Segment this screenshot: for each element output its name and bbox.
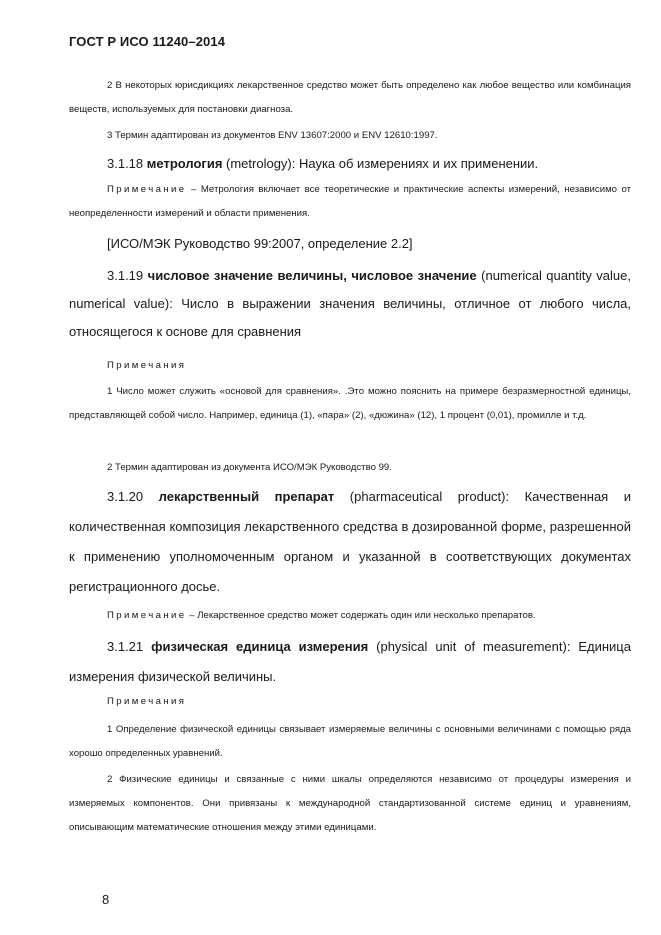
note-text: – Лекарственное средство может содержать один или несколько препаратов. — [186, 610, 536, 621]
term-number: 3.1.20 — [107, 489, 144, 504]
term-3-1-18 — [69, 150, 631, 178]
term-name: физическая единица измерения — [151, 639, 369, 654]
term-number: 3.1.21 — [107, 639, 144, 654]
term-3-1-19 — [69, 262, 631, 346]
term-definition: (pharmaceutical product): Качественная и количественная композиция лекарственного средства в дозированной форме, разрешенной к применению уполномоченным органом и указанной в соответствующих документах регистрационного досье. — [69, 489, 631, 594]
note-2-numerical-value: 2 Термин адаптирован из документа ИСО/МЭК Руководство 99. — [107, 462, 392, 473]
note-text: – Метрология включает все теоретические и практические аспекты измерений, независимо от неопределенности измерений и области применения. — [69, 184, 631, 219]
page-number: 8 — [102, 892, 110, 907]
term-number: 3.1.18 — [107, 156, 144, 171]
note-2-physical-unit: 2 Физические единицы и связанные с ними шкалы определяются независимо от процедуры измерения и измеряемых компонентов. Они привязаны к международной стандартизованной системе единиц и уравнениям, описывающим математические отношения между этими единицами. — [69, 774, 631, 833]
term-name: метрология — [146, 156, 223, 171]
standard-title: ГОСТ Р ИСО 11240–2014 — [69, 34, 226, 49]
note-1-numerical-value: 1 Число может служить «основой для сравнения». .Это можно пояснить на примере безразмерностной единицы, представляющей собой число. Например, единица (1), «пара» (2), «дюжина» (12), 1 процент (0,01), промилле и т.д. — [69, 386, 631, 421]
note-label: Примечание — [107, 610, 187, 621]
note-1-physical-unit: 1 Определение физической единицы связывает измеряемые величины с основными величинами с помощью ряда хорошо определенных уравнений. — [69, 724, 631, 759]
term-definition: (physical unit of measurement): Единица измерения физической величины. — [69, 639, 631, 684]
term-name: лекарственный препарат — [158, 489, 335, 504]
term-definition: (metrology): Наука об измерениях и их применении. — [222, 156, 539, 171]
note-3-term-source: 3 Термин адаптирован из документов ENV 13607:2000 и ENV 12610:1997. — [107, 130, 438, 141]
note-pharmaceutical-product — [69, 604, 631, 628]
term-definition: (numerical quantity value, numerical value): Число в выражении значения величины, отличное от любого числа, относящегося к основе для сравнения — [69, 268, 631, 339]
note-metrology — [69, 178, 631, 226]
reference-guide-99: [ИСО/МЭК Руководство 99:2007, определение 2.2] — [107, 236, 413, 251]
term-3-1-20 — [69, 482, 631, 602]
note-label: Примечание — [107, 184, 187, 195]
note-2-drug-definition: 2 В некоторых юрисдикциях лекарственное средство может быть определено как любое вещество или комбинация веществ, используемых для постановки диагноза. — [69, 80, 631, 115]
term-3-1-21 — [69, 632, 631, 692]
term-number: 3.1.19 — [107, 268, 144, 283]
term-name: числовое значение величины, числовое значение — [147, 268, 477, 283]
notes-heading-1: Примечания — [107, 360, 187, 371]
notes-heading-2: Примечания — [107, 696, 187, 707]
